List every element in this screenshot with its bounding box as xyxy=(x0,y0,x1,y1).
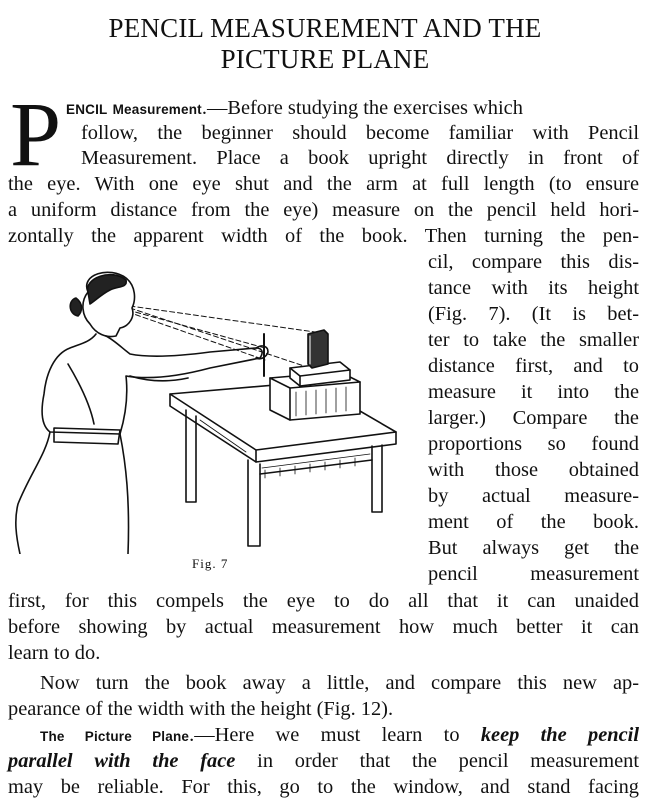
para2-line-1: Now turn the book away a little, and compare this new ap- xyxy=(40,672,639,694)
para1-line-22: learn to do. xyxy=(8,642,101,664)
para3-italic-1: keep the pencil xyxy=(480,724,639,746)
para1-line-4: the eye. With one eye shut and the arm at full length (to ensure xyxy=(8,173,639,195)
wrap-line-9: with those obtained xyxy=(428,459,639,481)
wrap-line-6: measure it into the xyxy=(428,381,639,403)
para3-text-1a: Here we must learn to xyxy=(214,724,460,746)
heading-dash: .— xyxy=(201,97,228,119)
para3-line-3: may be reliable. For this, go to the window, and stand facing xyxy=(8,776,639,798)
heading-pencil: ENCIL xyxy=(66,102,108,117)
page-title-line-2: PICTURE PLANE xyxy=(220,44,430,74)
para3-text-2b: in order that the pencil measurement xyxy=(257,750,639,772)
heading-dash-2: .— xyxy=(189,724,215,746)
heading-measurement: Measurement xyxy=(112,102,202,117)
para1-line-20: first, for this compels the eye to do all that it can unaided xyxy=(8,590,639,612)
wrap-line-13: pencil measurement xyxy=(428,563,639,585)
page-title-line-1: PENCIL MEASUREMENT AND THE xyxy=(108,13,542,43)
para3-line-2 xyxy=(8,749,639,773)
wrap-line-1: cil, compare this dis- xyxy=(428,251,639,273)
para3-line-1 xyxy=(40,723,639,749)
para1-line-5: a uniform distance from the eye) measure on the pencil held hori- xyxy=(8,199,639,221)
wrap-line-3: (Fig. 7). (It is bet- xyxy=(428,303,639,325)
wrap-line-11: ment of the book. xyxy=(428,511,639,533)
para1-line-2: follow, the beginner should become familiar with Pencil xyxy=(81,122,639,144)
wrap-line-8: proportions so found xyxy=(428,433,639,455)
para1-line-3: Measurement. Place a book upright directly in front of xyxy=(81,147,639,169)
heading-picture-plane: The Picture Plane xyxy=(40,729,190,744)
para2-line-2: pearance of the width with the height (Fig. 12). xyxy=(8,698,394,720)
para1-line-21: before showing by actual measurement how much better it can xyxy=(8,616,639,638)
wrap-line-4: ter to take the smaller xyxy=(428,329,639,351)
para1-line-6: zontally the apparent width of the book. Then turning the pen- xyxy=(8,225,639,247)
wrap-line-10: by actual measure- xyxy=(428,485,639,507)
para3-italic-2: parallel with the face xyxy=(8,750,236,772)
wrap-line-2: tance with its height xyxy=(428,277,639,299)
wrap-line-5: distance first, and to xyxy=(428,355,639,377)
figure-illustration xyxy=(10,264,410,554)
para1-line-1 xyxy=(66,96,638,122)
drop-cap: P xyxy=(10,83,62,185)
wrap-line-12: But always get the xyxy=(428,537,639,559)
para1-text-1: Before studying the exercises which xyxy=(227,97,523,119)
figure-caption: Fig. 7 xyxy=(192,556,229,571)
wrap-line-7: larger.) Compare the xyxy=(428,407,639,429)
